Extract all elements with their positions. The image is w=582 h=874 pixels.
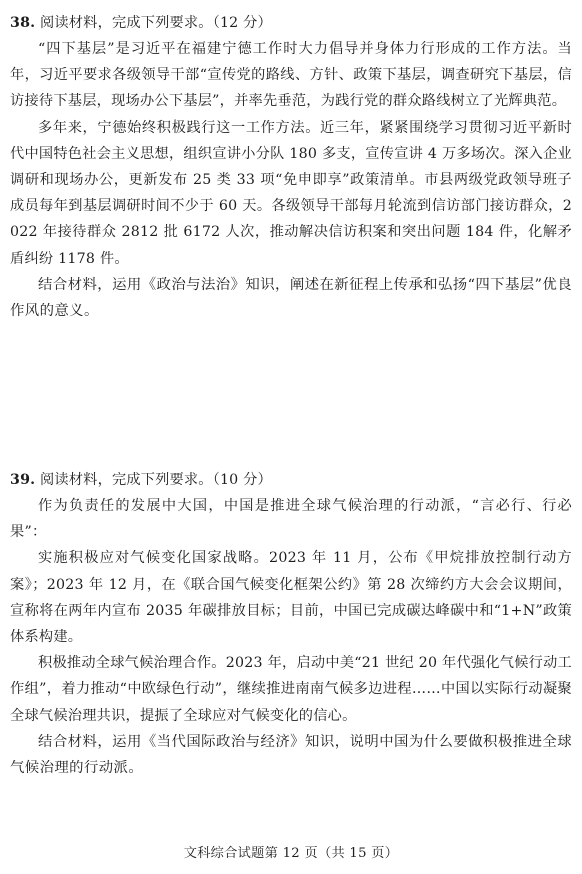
question-38-material-paragraph-1: “四下基层”是习近平在福建宁德工作时大力倡导并身体力行形成的工作方法。当年，习近平要求各级领导干部“宣传党的路线、方针、政策下基层，调查研究下基层，信访接待下基层，现场办公下基层”，并率先垂范，为践行党的群众路线树立了光辉典范。 (10, 41, 572, 110)
question-39-task: 结合材料，运用《当代国际政治与经济》知识，说明中国为什么要做积极推进全球气候治理的行动派。 (10, 733, 572, 777)
page-footer: 文科综合试题第 12 页（共 15 页） (183, 846, 399, 861)
question-39-material-paragraph-1: 作为负责任的发展中大国，中国是推进全球气候治理的行动派，“言必行、行必果”： (10, 498, 572, 541)
question-39 (10, 467, 572, 782)
question-39-instruction: 阅读材料，完成下列要求。（10 分） (40, 472, 272, 488)
question-38-material-paragraph-2: 多年来，宁德始终积极践行这一工作方法。近三年，紧紧围绕学习贯彻习近平新时代中国特色社会主义思想，组织宣讲小分队 180 多支，宣传宣讲 4 万多场次。深入企业调研和现场办公，更新发布 25 类 33 项“免申即享”政策清单。市县两级党政领导班子成员每年到基层调研时间不少于 60 天。各级领导干部每月轮流到信访部门接访群众，2022 年接待群众 2812 批 6172 人次，推动解决信访积案和突出问题 184 件，化解矛盾纠纷 1178 件。 (10, 119, 572, 267)
question-39-material-paragraph-3: 积极推动全球气候治理合作。2023 年，启动中美“21 世纪 20 年代强化气候行动工作组”，着力推动“中欧绿色行动”，继续推进南南气候多边进程……中国以实际行动凝聚全球气候治理共识，提振了全球应对气候变化的信心。 (10, 655, 572, 724)
question-38 (10, 10, 572, 325)
question-39-header (10, 467, 572, 493)
question-38-header (10, 10, 572, 36)
question-38-instruction: 阅读材料，完成下列要求。（12 分） (40, 15, 272, 31)
question-39-material-paragraph-2: 实施积极应对气候变化国家战略。2023 年 11 月，公布《甲烷排放控制行动方案》；2023 年 12 月，在《联合国气候变化框架公约》第 28 次缔约方大会会议期间，宣称将在两年内宣布 2035 年碳排放目标；目前，中国已完成碳达峰碳中和“1+N”政策体系构建。 (10, 550, 572, 646)
question-39-number: 39. (10, 472, 36, 488)
question-38-number: 38. (10, 15, 36, 31)
question-38-task: 结合材料，运用《政治与法治》知识，阐述在新征程上传承和弘扬“四下基层”优良作风的意义。 (10, 276, 572, 320)
